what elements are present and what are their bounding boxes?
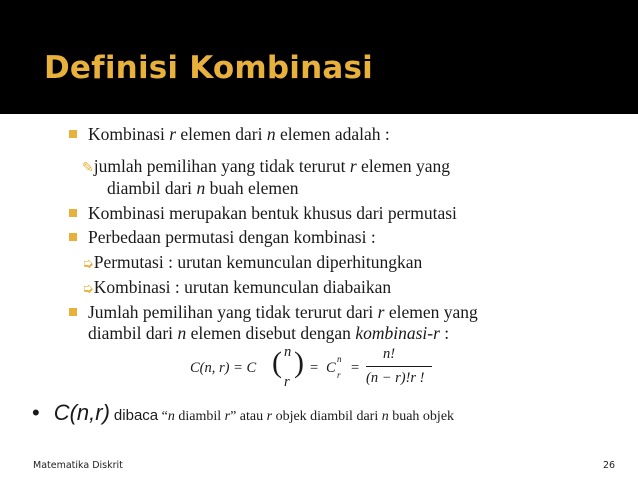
bullet-marker [69, 233, 77, 241]
slide-title: Definisi Kombinasi [44, 50, 373, 86]
term-kombinasi-r: kombinasi-r [355, 323, 440, 343]
bullet-marker [69, 130, 77, 138]
var-r: r [169, 124, 176, 144]
binom-top: n [284, 344, 292, 360]
text: Permutasi : urutan kemunculan diperhitungkan [93, 252, 423, 272]
fraction-bar [366, 366, 432, 367]
text: elemen disebut dengan [186, 323, 356, 343]
pencil-hand-icon: ✎ [82, 160, 94, 176]
binom-close-paren: ) [294, 346, 304, 379]
cnr-reading-note [32, 400, 454, 426]
title-band [0, 0, 638, 114]
text: diambil dari [88, 323, 178, 343]
sub-bullet-permutasi [82, 251, 422, 275]
bullet-dot: • [32, 400, 40, 425]
var-r: r [349, 156, 357, 176]
formula-lhs: C(n, r) = C [190, 360, 257, 376]
text: objek diambil dari [272, 409, 382, 424]
text: elemen dari [176, 124, 267, 144]
bullet-marker [69, 209, 77, 217]
formula-c-sup: n [337, 354, 342, 364]
var-r: r [266, 409, 273, 424]
bullet-jumlah-pemilihan-line2 [88, 322, 449, 344]
text: Jumlah pemilihan yang tidak terurut dari [88, 302, 378, 322]
combination-formula [190, 342, 430, 392]
var-n: n [167, 409, 175, 424]
text: : [439, 323, 450, 343]
text: buah elemen [205, 178, 299, 198]
text: diambil [174, 409, 225, 424]
text: diambil dari [107, 178, 197, 198]
text: elemen adalah : [275, 124, 390, 144]
formula-eq2: = [310, 360, 319, 376]
text: buah objek [388, 409, 455, 424]
fraction-numerator: n! [383, 346, 396, 362]
arrow-icon: ➭ [82, 281, 94, 297]
formula-c-sub: r [337, 370, 341, 380]
fraction-denominator: (n − r)!r ! [366, 370, 425, 386]
var-n: n [177, 323, 187, 343]
formula-eq3: = [351, 360, 360, 376]
var-n: n [381, 409, 389, 424]
sub-bullet-jumlah-pemilihan [82, 155, 450, 179]
bullet-bentuk-khusus: Kombinasi merupakan bentuk khusus dari permutasi [88, 203, 457, 223]
text: Kombinasi : urutan kemunculan diabaikan [93, 277, 392, 297]
text: jumlah pemilihan yang tidak terurut [93, 156, 350, 176]
text: ” atau [230, 409, 267, 424]
var-r: r [377, 302, 385, 322]
bullet-kombinasi-definition [88, 123, 390, 145]
binom-bottom: r [284, 374, 290, 390]
binom-open-paren: ( [272, 346, 282, 379]
bullet-jumlah-pemilihan [88, 301, 478, 323]
page-number: 26 [603, 460, 616, 471]
footer-course: Matematika Diskrit [33, 460, 123, 471]
text-dibaca: dibaca [113, 407, 159, 424]
var-n: n [196, 178, 206, 198]
var-r: r [224, 409, 231, 424]
cnr-notation: C(n,r) [53, 400, 110, 425]
bullet-marker [69, 308, 77, 316]
var-n: n [266, 124, 276, 144]
text: elemen yang [384, 302, 478, 322]
text: “ [158, 409, 168, 424]
sub-bullet-kombinasi [82, 276, 391, 300]
formula-c: C [326, 360, 336, 376]
text: Kombinasi [88, 124, 170, 144]
sub-bullet-jumlah-pemilihan-line2 [107, 177, 298, 199]
text: elemen yang [356, 156, 450, 176]
arrow-icon: ➭ [82, 256, 94, 272]
bullet-perbedaan: Perbedaan permutasi dengan kombinasi : [88, 227, 376, 247]
